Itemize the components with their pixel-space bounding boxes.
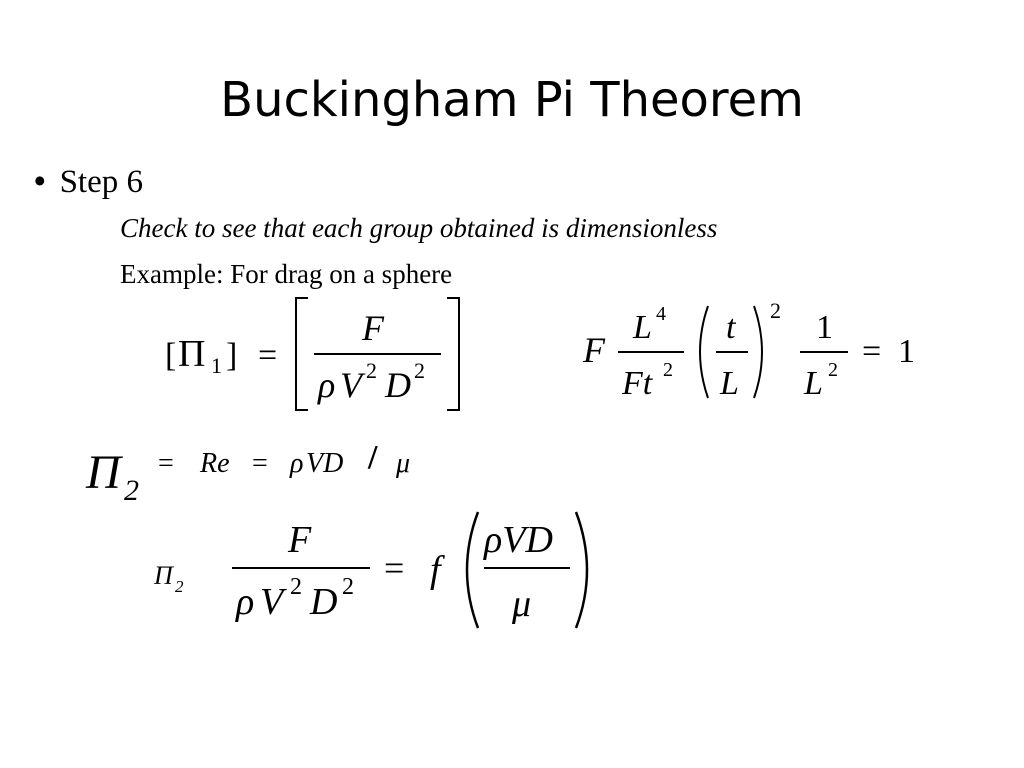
eq4-arg-numerator: ρVD	[484, 519, 553, 561]
eq2-frac3-den-exp: 2	[828, 359, 838, 381]
eq4-pi-symbol: Π	[154, 561, 173, 590]
eq1-pi-symbol: Π	[178, 333, 206, 375]
eq3-mu: μ	[396, 448, 411, 479]
eq2-F: F	[583, 330, 605, 370]
eq4-equals: =	[384, 548, 405, 588]
eq1-big-right-bracket	[447, 298, 459, 410]
eq4-pi-subscript: 2	[175, 577, 184, 596]
eq2-frac1-num-exp: 4	[656, 303, 666, 325]
eq2-right-paren	[754, 306, 762, 398]
eq1-open-bracket: [	[165, 337, 177, 374]
equation-pi1-dimensions	[165, 298, 459, 410]
eq1-big-left-bracket	[296, 298, 308, 410]
eq1-equals: =	[258, 337, 278, 374]
equation-reynolds	[85, 439, 410, 507]
eq4-den-D: D	[310, 581, 338, 623]
eq3-equals-b: =	[252, 448, 268, 479]
eq1-close-bracket: ]	[226, 337, 238, 374]
eq2-paren-exp: 2	[770, 298, 781, 323]
eq1-den-rho: ρ	[318, 365, 336, 405]
eq3-equals-a: =	[158, 448, 174, 479]
eq3-pi-subscript: 2	[124, 474, 139, 507]
eq4-den-rho: ρ	[236, 581, 255, 623]
equation-drag-relation	[153, 512, 587, 628]
eq1-den-D-exp: 2	[414, 358, 425, 383]
eq3-pi-symbol: Π	[86, 446, 121, 499]
eq4-right-paren	[576, 512, 587, 628]
eq2-frac1-num-L: L	[633, 309, 652, 346]
eq1-numerator: F	[362, 308, 384, 348]
eq3-re: Re	[200, 448, 230, 479]
bullet-marker: •	[34, 162, 46, 199]
example-line: Example: For drag on a sphere	[120, 259, 453, 289]
eq2-frac1-den-exp: 2	[663, 359, 673, 381]
eq1-den-V: V	[340, 365, 362, 405]
eq2-frac2-num-t: t	[726, 309, 736, 346]
eq4-left-paren	[467, 512, 478, 628]
eq4-den-V-exp: 2	[290, 574, 302, 600]
eq1-den-D: D	[385, 365, 411, 405]
eq2-frac2-den-L: L	[720, 365, 739, 402]
bullet-label: Step 6	[59, 164, 143, 200]
eq4-den-V: V	[260, 581, 284, 623]
eq2-left-paren	[700, 306, 708, 398]
eq3-slash: /	[368, 439, 378, 476]
eq2-frac3-den-L: L	[804, 365, 823, 402]
check-instruction: Check to see that each group obtained is dimensionless	[120, 213, 718, 243]
eq4-den-D-exp: 2	[342, 574, 354, 600]
equation-dimension-check	[582, 298, 915, 402]
eq2-rhs: 1	[898, 333, 915, 370]
eq3-rho: ρ	[290, 448, 304, 479]
eq4-arg-denominator: μ	[512, 583, 532, 625]
eq4-function-f: f	[430, 549, 441, 591]
eq1-pi-subscript: 1	[211, 353, 222, 378]
eq3-vd: VD	[306, 448, 344, 479]
eq1-den-V-exp: 2	[366, 358, 377, 383]
eq4-numerator: F	[288, 519, 312, 561]
eq2-equals: =	[862, 333, 882, 370]
eq2-frac3-num: 1	[816, 309, 833, 346]
slide-title: Buckingham Pi Theorem	[220, 72, 804, 128]
eq2-frac1-den-Ft: Ft	[622, 365, 653, 402]
